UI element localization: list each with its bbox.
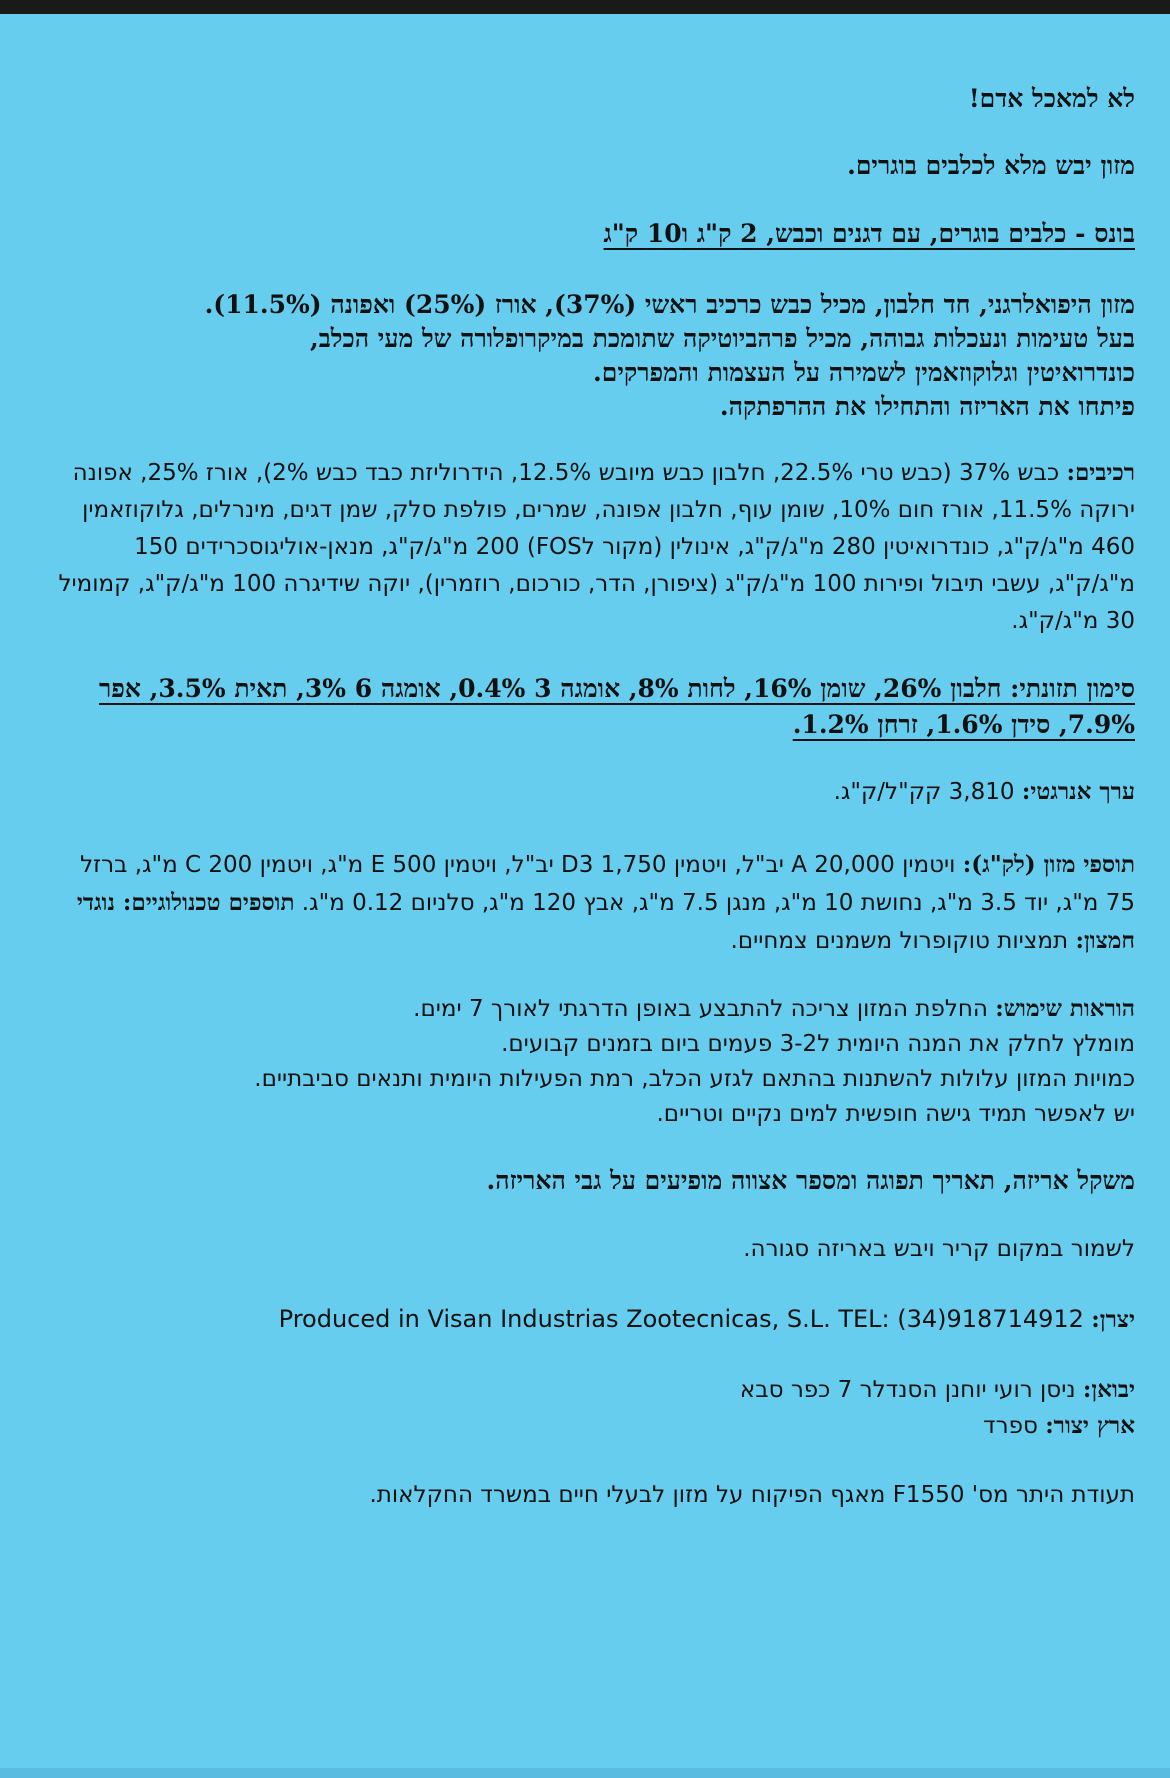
description-line: פיתחו את האריזה והתחילו את ההרפתקה. (719, 392, 1135, 421)
ingredients-text: כבש 37% (כבש טרי 22.5%, חלבון כבש מיובש 12.5%, הידרוליזת כבד כבש 2%), אורז 25%, אפונה ירוקה 11.5%, אורז חום 10%, שומן עוף, חלבון אפונה, שמרים, פולפת סלק, שמן דגים, מינרלים, גלוקוזאמין 460 מ"ג/ק"ג, כונדרואיטין 280 מ"ג/ק"ג, אינולין (מקור לFOS) 200 מ"ג/ק"ג, מנאן-אוליגוסכרידים 150 מ"ג/ק"ג, עשבי תיבול ופירות 100 מ"ג/ק"ג (ציפורן, הדר, כורכום, רוזמרין), יוקה שידיגרה 100 מ"ג/ק"ג, קמומיל 30 מ"ג/ק"ג. (58, 460, 1135, 634)
description-line: כונדרואיטין וגלוקוזאמין לשמירה על העצמות והמפרקים. (593, 358, 1135, 387)
usage-text: החלפת המזון צריכה להתבצע באופן הדרגתי לאורך 7 ימים. (413, 996, 988, 1022)
package-note-text: משקל אריזה, תאריך תפוגה ומספר אצווה מופיעים על גבי האריזה. (486, 1166, 1135, 1195)
energy-block (50, 773, 1135, 811)
usage-block (50, 991, 1135, 1132)
usage-line: כמויות המזון עלולות להשתנות בהתאם לגזע הכלב, רמת הפעילות היומית ותנאים סביבתיים. (254, 1066, 1135, 1092)
manufacturer-label: יצרן: (1091, 1306, 1135, 1333)
origin-line (50, 1408, 1135, 1444)
tech-additives-label: תוספים טכנולוגיים: נוגדי חמצון: (76, 889, 1135, 954)
nutrition-text: סימון תזונתי: חלבון 26%, שומן 16%, לחות 8%, אומגה 3 0.4%, אומגה 6 3%, תאית 3.5%, אפר 7.9%, סידן 1.6%, זרחן 1.2%. (99, 674, 1135, 739)
manufacturer-block (50, 1301, 1135, 1339)
usage-line: מומלץ לחלק את המנה היומית ל3-2 פעמים ביום בזמנים קבועים. (501, 1031, 1135, 1057)
manufacturer-text: Produced in Visan Industrias Zootecnicas, S.L. TEL: (34)918714912 (278, 1305, 1084, 1333)
warning-text: לא למאכל אדם! (968, 84, 1135, 113)
product-label-document (50, 82, 1135, 1514)
additives-label: תוספי מזון (לק"ג): (962, 851, 1135, 878)
importer-text: ניסן רועי יוחנן הסנדלר 7 כפר סבא (739, 1377, 1076, 1403)
description-line: בעל טעימות ונעכלות גבוהה, מכיל פרהביוטיקה שתומכת במיקרופלורה של מעי הכלב, (310, 324, 1135, 353)
energy-label: ערך אנרגטי: (1021, 778, 1135, 805)
ingredients-block (50, 454, 1135, 640)
importer-line (50, 1372, 1135, 1408)
product-line-text: בונס - כלבים בוגרים, עם דגנים וכבש, 2 ק"ג ו10 ק"ג (603, 219, 1135, 248)
status-bar (0, 0, 1170, 14)
origin-text: ספרד (983, 1413, 1038, 1439)
license-text: תעודת היתר מס' F1550 מאגף הפיקוח על מזון לבעלי חיים במשרד החקלאות. (369, 1482, 1135, 1508)
description-block (50, 288, 1135, 424)
importer-label: יבואן: (1082, 1376, 1135, 1403)
importer-block (50, 1372, 1135, 1444)
additives-text: ויטמין A 20,000 יב"ל, ויטמין D3 1,750 יב"ל, ויטמין E 500 מ"ג, ויטמין C 200 מ"ג, ברזל 75 מ"ג, יוד 3.5 מ"ג, נחושת 10 מ"ג, מנגן 7.5 מ"ג, אבץ 120 מ"ג, סלניום 0.12 מ"ג. (80, 852, 1135, 916)
subtitle-text: מזון יבש מלא לכלבים בוגרים. (847, 151, 1135, 180)
additives-block (50, 846, 1135, 960)
usage-line: יש לאפשר תמיד גישה חופשית למים נקיים וטריים. (656, 1101, 1135, 1127)
energy-value: 3,810 קק"ל/ק"ג. (833, 779, 1015, 805)
tech-additives-text: תמציות טוקופרול משמנים צמחיים. (730, 928, 1069, 954)
usage-line (50, 991, 1135, 1027)
bottom-edge (0, 1768, 1170, 1778)
origin-label: ארץ יצור: (1045, 1412, 1135, 1439)
usage-label: הוראות שימוש: (995, 995, 1135, 1022)
storage-text: לשמור במקום קריר ויבש באריזה סגורה. (743, 1236, 1135, 1262)
description-line: מזון היפואלרגני, חד חלבון, מכיל כבש כרכיב ראשי (37%), אורז (25%) ואפונה (11.5%). (204, 290, 1135, 319)
ingredients-label: רכיבים: (1066, 459, 1135, 486)
